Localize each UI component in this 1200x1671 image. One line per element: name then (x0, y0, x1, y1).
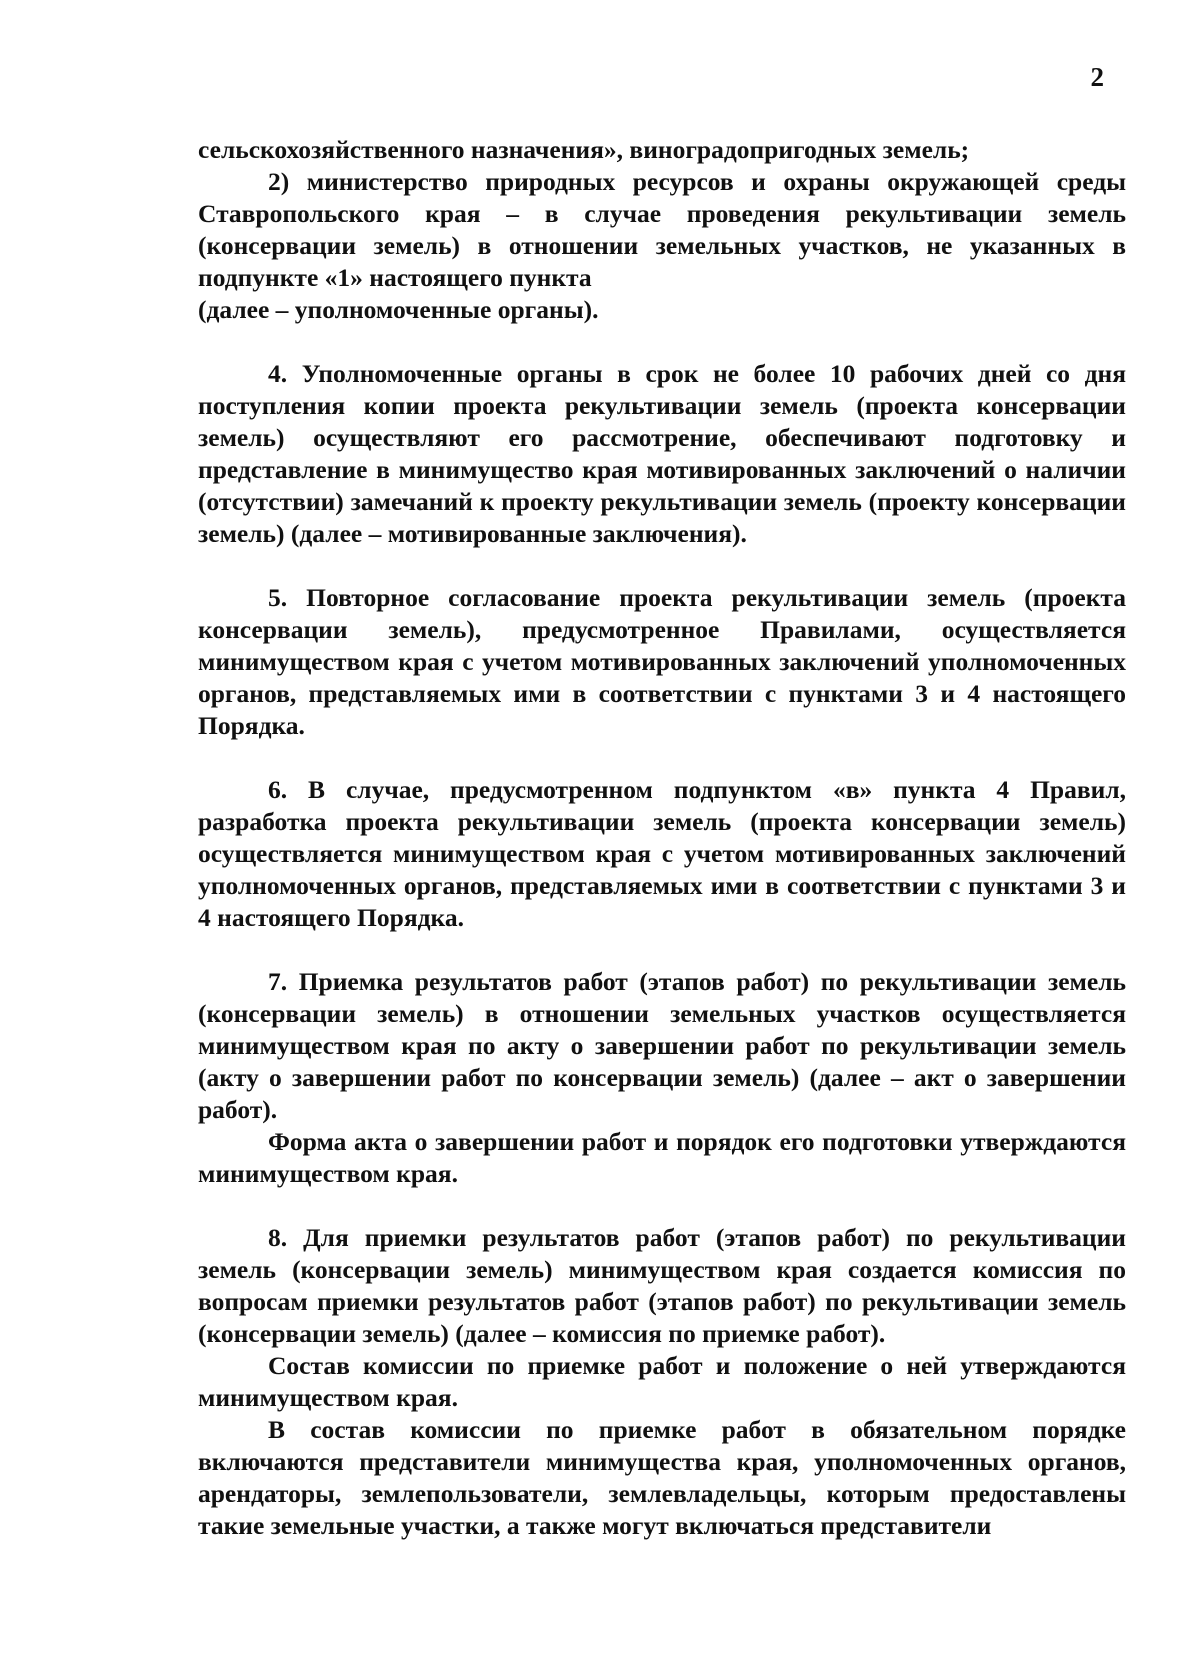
paragraph: 4. Уполномоченные органы в срок не более 10 рабочих дней со дня поступления копии проекта рекультивации земель (проекта консервации земель) осуществляют его рассмотрение, обеспечивают подготовку и представление в минимущество края мотивированных заключений о наличии (отсутствии) замечаний к проекту рекультивации земель (проекту консервации земель) (далее – мотивированные заключения). (198, 359, 1126, 548)
paragraph: (далее – уполномоченные органы). (198, 295, 599, 324)
document-body (198, 134, 1126, 1542)
paragraph: 8. Для приемки результатов работ (этапов работ) по рекультивации земель (консервации земель) минимуществом края создается комиссия по вопросам приемки результатов работ (этапов работ) по рекультивации земель (консервации земель) (далее – комиссия по приемке работ). (198, 1223, 1126, 1348)
paragraph: 2) министерство природных ресурсов и охраны окружающей среды Ставропольского края – в случае проведения рекультивации земель (консервации земель) в отношении земельных участков, не указанных в подпункте «1» настоящего пункта (198, 167, 1126, 292)
paragraph: 7. Приемка результатов работ (этапов работ) по рекультивации земель (консервации земель) в отношении земельных участков осуществляется минимуществом края по акту о завершении работ по рекультивации земель (акту о завершении работ по консервации земель) (далее – акт о завершении работ). (198, 967, 1126, 1124)
paragraph-gap (198, 934, 1126, 966)
paragraph-gap (198, 326, 1126, 358)
paragraph: Состав комиссии по приемке работ и положение о ней утверждаются минимуществом края. (198, 1351, 1126, 1412)
paragraph: 6. В случае, предусмотренном подпунктом «в» пункта 4 Правил, разработка проекта рекультивации земель (проекта консервации земель) осуществляется минимуществом края с учетом мотивированных заключений уполномоченных органов, представляемых ими в соответствии с пунктами 3 и 4 настоящего Порядка. (198, 775, 1126, 932)
paragraph-gap (198, 742, 1126, 774)
paragraph: В состав комиссии по приемке работ в обязательном порядке включаются представители минимущества края, уполномоченных органов, арендаторы, землепользователи, землевладельцы, которым предоставлены такие земельные участки, а также могут включаться представители (198, 1415, 1126, 1540)
paragraph-gap (198, 550, 1126, 582)
paragraph-gap (198, 1190, 1126, 1222)
paragraph: сельскохозяйственного назначения», виноградопригодных земель; (198, 135, 970, 164)
paragraph: Форма акта о завершении работ и порядок его подготовки утверждаются минимуществом края. (198, 1127, 1126, 1188)
paragraph: 5. Повторное согласование проекта рекультивации земель (проекта консервации земель), предусмотренное Правилами, осуществляется минимуществом края с учетом мотивированных заключений уполномоченных органов, представляемых ими в соответствии с пунктами 3 и 4 настоящего Порядка. (198, 583, 1126, 740)
page-number: 2 (1090, 62, 1104, 92)
